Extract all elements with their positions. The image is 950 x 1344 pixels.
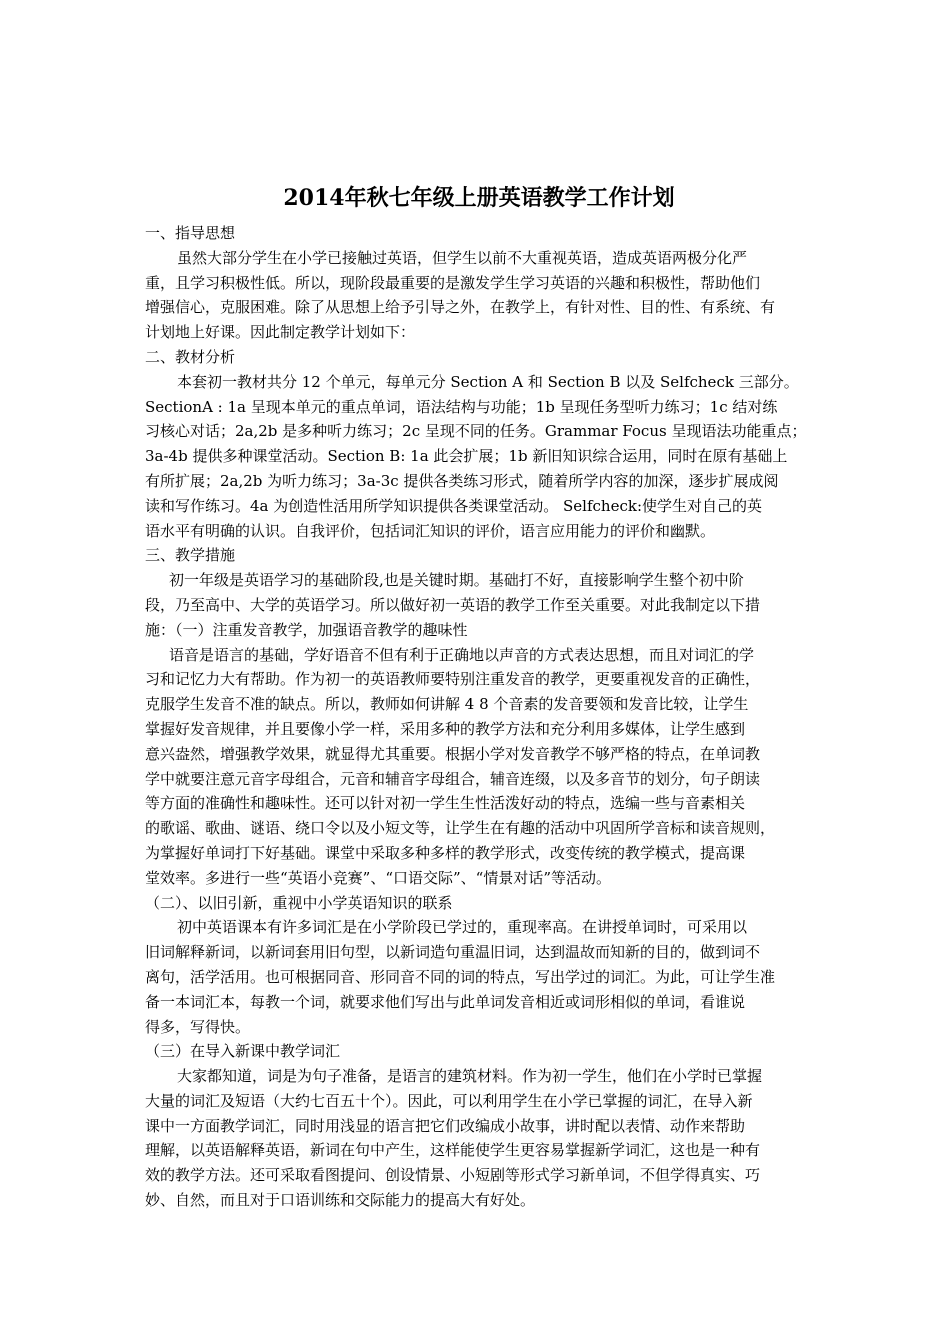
body-line: 得多，写得快。 <box>145 1017 251 1036</box>
body-line: 习核心对话；2a,2b 是多种听力练习；2c 呈现不同的任务。Grammar Focus 呈现语法功能重点； <box>145 422 807 441</box>
body-line: 三、教学措施 <box>145 546 236 565</box>
body-line: 读和写作练习。4a 为创造性活用所学知识提供各类课堂活动。 Selfcheck:使学生对自己的英 <box>145 496 763 515</box>
body-line: 习和记忆力大有帮助。作为初一的英语教师要特别注重发音的教学，更要重视发音的正确性， <box>145 670 761 689</box>
body-line: 学中就要注意元音字母组合，元音和辅音字母组合，辅音连缀，以及多音节的划分，句子朗读 <box>145 769 761 788</box>
body-line: 妙、自然，而且对于口语训练和交际能力的提高大有好处。 <box>145 1191 536 1210</box>
body-line: 为掌握好单词打下好基础。课堂中采取多种多样的教学形式，改变传统的教学模式，提高课 <box>145 843 746 862</box>
body-line: 等方面的准确性和趣味性。还可以针对初一学生生性活泼好动的特点，选编一些与音素相关 <box>145 794 746 813</box>
body-line: 掌握好发音规律，并且要像小学一样，采用多种的教学方法和充分利用多媒体，让学生感到 <box>145 719 746 738</box>
body-line: 离句，活学活用。也可根据同音、形同音不同的词的特点，写出学过的词汇。为此，可让学生准 <box>145 967 776 986</box>
body-line: 大量的词汇及短语（大约七百五十个）。因此，可以利用学生在小学已掌握的词汇，在导入新 <box>145 1091 753 1110</box>
body-line: 一、指导思想 <box>145 224 236 242</box>
body-line: 意兴盎然，增强教学效果，就显得尤其重要。根据小学对发音教学不够严格的特点，在单词教 <box>145 744 761 763</box>
body-line: 课中一方面教学词汇，同时用浅显的语言把它们改编成小故事，讲时配以表情、动作来帮助 <box>145 1116 746 1135</box>
body-line: 增强信心，克服困难。除了从思想上给予引导之外，在教学上，有针对性、目的性、有系统、有 <box>145 298 776 317</box>
body-line: （二）、以旧引新，重视中小学英语知识的联系 <box>145 893 453 912</box>
document-body <box>145 221 813 1213</box>
body-line: 初中英语课本有许多词汇是在小学阶段已学过的，重现率高。在讲授单词时，可采用以 <box>177 918 748 937</box>
body-line: 理解，以英语解释英语，新词在句中产生，这样能使学生更容易掌握新学词汇，这也是一种有 <box>145 1141 761 1160</box>
body-line: 施：（一）注重发音教学，加强语音教学的趣味性 <box>145 620 468 639</box>
document-title: 2014年秋七年级上册英语教学工作计划 <box>283 185 675 211</box>
body-line: 效的教学方法。还可采取看图提问、创设情景、小短剧等形式学习新单词，不但学得真实、巧 <box>145 1166 761 1185</box>
body-line: 计划地上好课。因此制定教学计划如下： <box>145 323 416 342</box>
body-line: 虽然大部分学生在小学已接触过英语，但学生以前不大重视英语，造成英语两极分化严 <box>177 248 748 267</box>
body-line: 克服学生发音不准的缺点。所以，教师如何讲解 4 8 个音素的发音要领和发音比较，让学生 <box>145 695 749 714</box>
body-line: 段，乃至高中、大学的英语学习。所以做好初一英语的教学工作至关重要。对此我制定以下措 <box>145 595 761 614</box>
body-line: 本套初一教材共分 12 个单元，每单元分 Section A 和 Section B 以及 Selfcheck 三部分。 <box>177 372 799 391</box>
body-line: 二、教材分析 <box>145 347 236 366</box>
body-line: SectionA : 1a 呈现本单元的重点单词，语法结构与功能；1b 呈现任务型听力练习；1c 结对练 <box>145 397 778 416</box>
body-line: 语水平有明确的认识。自我评价，包括词汇知识的评价，语言应用能力的评价和幽默。 <box>145 521 716 540</box>
body-line: 3a-4b 提供多种课堂活动。Section B: 1a 此会扩展；1b 新旧知识综合运用，同时在原有基础上 <box>145 447 788 466</box>
body-line: 语音是语言的基础，学好语音不但有利于正确地以声音的方式表达思想，而且对词汇的学 <box>169 645 755 664</box>
body-line: 重，且学习积极性低。所以，现阶段最重要的是激发学生学习英语的兴趣和积极性，帮助他们 <box>145 273 761 292</box>
body-line: 有所扩展；2a,2b 为听力练习；3a-3c 提供各类练习形式，随着所学内容的加深，逐步扩展成阅 <box>145 471 779 490</box>
body-line: 旧词解释新词，以新词套用旧句型，以新词造句重温旧词，达到温故而知新的目的，做到词不 <box>145 943 761 962</box>
body-line: 大家都知道，词是为句子准备，是语言的建筑材料。作为初一学生，他们在小学时已掌握 <box>177 1067 763 1086</box>
body-line: （三）在导入新课中教学词汇 <box>145 1042 341 1061</box>
body-line: 初一年级是英语学习的基础阶段,也是关键时期。基础打不好，直接影响学生整个初中阶 <box>169 571 744 590</box>
body-line: 堂效率。多进行一些“英语小竞赛”、“口语交际”、“情景对话”等活动。 <box>145 868 612 887</box>
body-line: 的歌谣、歌曲、谜语、绕口令以及小短文等，让学生在有趣的活动中巩固所学音标和读音规则， <box>145 819 776 838</box>
document-page <box>145 180 813 1213</box>
body-line: 备一本词汇本，每教一个词，就要求他们写出与此单词发音相近或词形相似的单词，看谁说 <box>145 992 746 1011</box>
